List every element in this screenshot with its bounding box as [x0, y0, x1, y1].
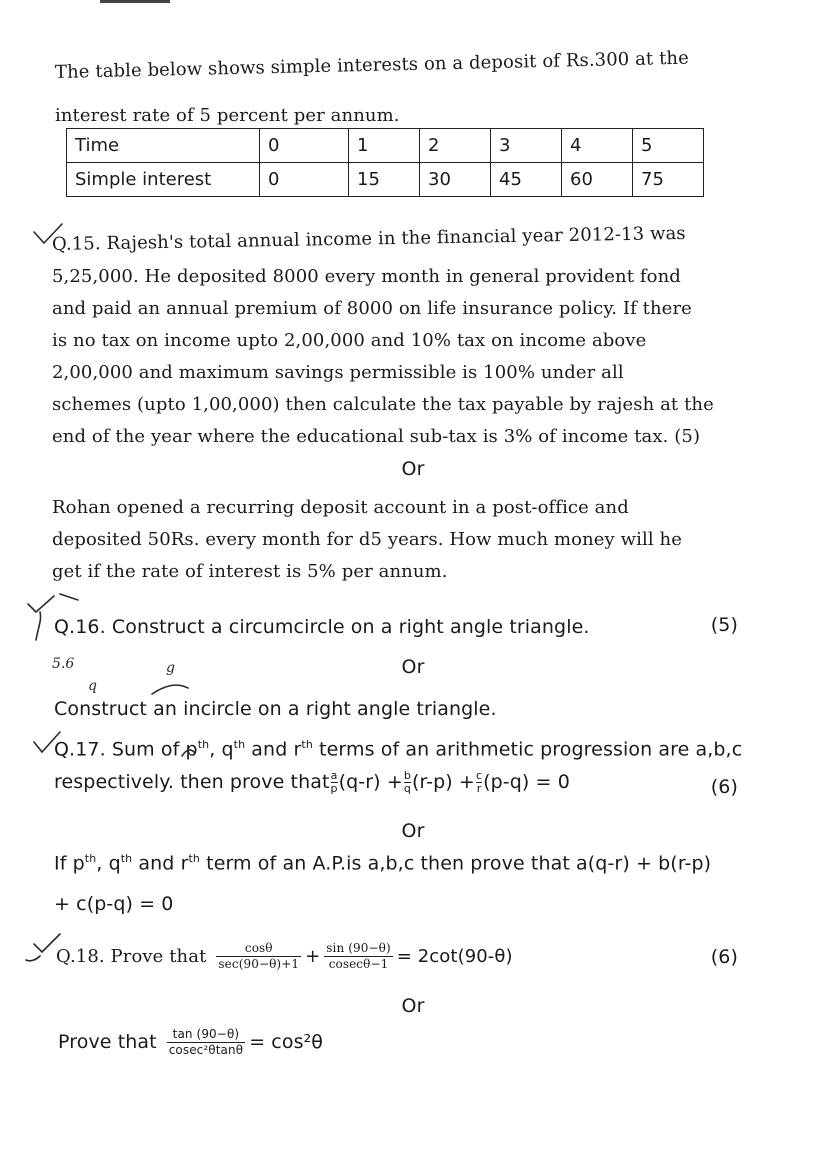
q17-alt-a: If p: [54, 852, 85, 875]
table-cell: 5: [633, 129, 704, 163]
handwritten-note-1: 5.6: [52, 656, 75, 672]
q16-or: Or: [401, 656, 425, 678]
q18-label: Q.18. Prove that: [56, 945, 207, 967]
table-cell: 30: [420, 163, 491, 197]
table-cell: 1: [349, 129, 420, 163]
q18-or: Or: [401, 995, 425, 1017]
tick-mark-q16: [28, 594, 78, 612]
table-cell: 0: [260, 129, 349, 163]
q17-alt-line-2: + c(p-q) = 0: [54, 893, 174, 915]
q15-line-1: Q.15. Rajesh's total annual income in the financial year 2012-13 was: [51, 222, 686, 255]
table-cell: 45: [491, 163, 562, 197]
table-cell: 4: [562, 129, 633, 163]
q15-alt-line-1: Rohan opened a recurring deposit account in a post-office and: [52, 497, 629, 518]
q17-or: Or: [401, 820, 425, 842]
pen-scribble-incircle: [152, 685, 188, 694]
q17-text-d: terms of an arithmetic progression are a,b,c: [312, 738, 743, 761]
q16-alt: Construct an incircle on a right angle triangle.: [54, 698, 497, 720]
intro-line-1: The table below shows simple interests on a deposit of Rs.300 at the: [54, 47, 690, 83]
q15-or: Or: [401, 458, 425, 480]
q17-alt-sup-p: th: [84, 852, 97, 865]
table-cell: 60: [562, 163, 633, 197]
q17-alt-b: , q: [96, 852, 121, 875]
handwritten-note-2: q: [88, 678, 97, 694]
table-cell: 0: [260, 163, 349, 197]
tick-mark-q18: [26, 934, 60, 961]
q15-line-4: is no tax on income upto 2,00,000 and 10% tax on income above: [52, 330, 647, 351]
q18-fraction-2: $\frac{\sin (90-\theta)}{cosec\theta-1}$: [326, 941, 391, 971]
q17-sup-q: th: [233, 738, 246, 751]
pen-stroke-q16: [36, 612, 41, 640]
tick-mark-q15: [34, 224, 62, 243]
q17-sup-r: th: [301, 738, 313, 751]
table-cell: 3: [491, 129, 562, 163]
q15-line-3: and paid an annual premium of 8000 on life insurance policy. If there: [52, 298, 692, 319]
q17-term-1: (q-r) +: [338, 771, 403, 794]
q17-alt-sup-r: th: [188, 852, 200, 865]
q15-alt-line-3: get if the rate of interest is 5% per annum.: [52, 561, 448, 582]
q15-alt-line-2: deposited 50Rs. every month for d5 years. How much money will he: [52, 529, 682, 550]
q18-alt-label: Prove that: [58, 1031, 157, 1053]
q17-alt-c: and r: [132, 852, 189, 875]
table-cell: 2: [420, 129, 491, 163]
q15-line-5: 2,00,000 and maximum savings permissible is 100% under all: [52, 362, 624, 383]
q15-line-7: end of the year where the educational sub-tax is 3% of income tax. (5): [52, 426, 701, 447]
q17-alt-d: term of an A.P.is a,b,c then prove that a(q-r) + b(r-p): [200, 852, 712, 875]
q16-text: Q.16. Construct a circumcircle on a right angle triangle.: [54, 616, 590, 638]
pen-scribble-q17: [182, 750, 194, 756]
q18-rhs: = 2cot(90-θ): [396, 945, 513, 967]
table-cell: 75: [633, 163, 704, 197]
intro-line-2: interest rate of 5 percent per annum.: [55, 105, 400, 126]
q16-marks: (5): [710, 614, 738, 636]
table-row-label: Simple interest: [67, 163, 260, 197]
q17-term-2: (r-p) +: [411, 771, 475, 794]
q18-plus: +: [305, 945, 321, 967]
q17-alt-sup-q: th: [120, 852, 133, 865]
q15-line-2: 5,25,000. He deposited 8000 every month in general provident fond: [52, 266, 681, 287]
frac-c-over-r: $\frac{c}{r}$: [475, 769, 483, 796]
q17-text-a: Q.17. Sum of p: [54, 738, 198, 761]
q17-marks: (6): [710, 776, 738, 798]
q18-fraction-1: $\frac{\cos\theta}{\sec(90-\theta)+1}$: [218, 941, 300, 971]
q17-line2-text: respectively. then prove that: [54, 771, 330, 794]
q18-marks: (6): [710, 946, 738, 968]
frac-b-over-q: $\frac{b}{q}$: [403, 769, 411, 796]
handwritten-note-3: g: [166, 660, 175, 676]
q18-fraction-3: $\frac{\tan (90-\theta)}{\text{cosec²θtanθ}}$: [168, 1027, 244, 1057]
q15-line-6: schemes (upto 1,00,000) then calculate the tax payable by rajesh at the: [52, 394, 714, 415]
q17-term-3: (p-q) = 0: [483, 771, 570, 794]
table-cell: 15: [349, 163, 420, 197]
q17-text-b: , q: [209, 738, 234, 761]
tick-mark-q17: [34, 732, 60, 752]
q18-alt-rhs: = cos²θ: [249, 1031, 324, 1053]
q17-text-c: and r: [245, 738, 302, 761]
table-row-label: Time: [67, 129, 260, 163]
frac-a-over-p: $\frac{a}{p}$: [330, 769, 338, 796]
q17-sup-p: th: [197, 738, 210, 751]
